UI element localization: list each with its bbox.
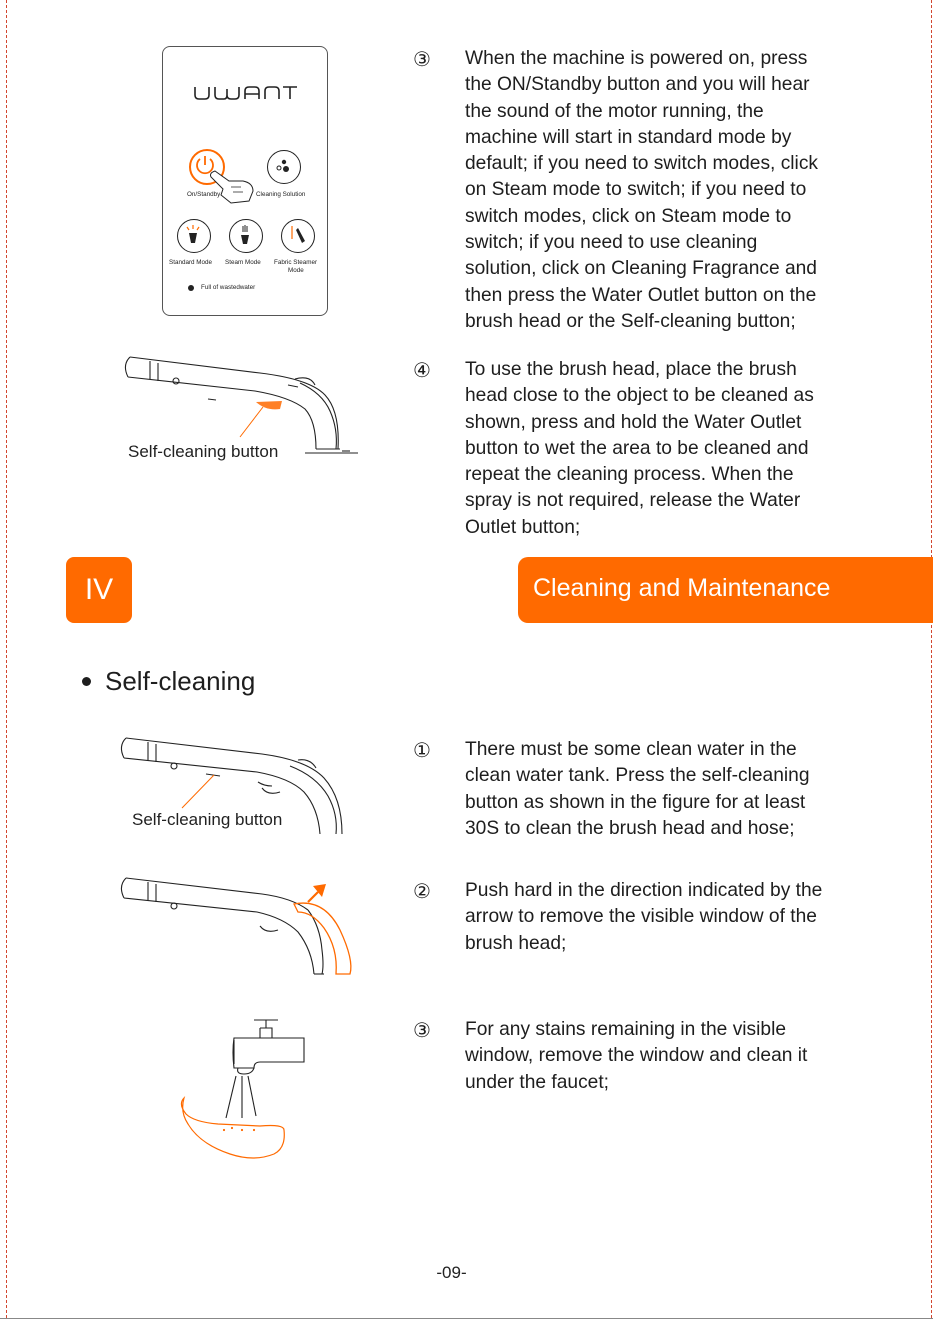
self-cleaning-heading-text: Self-cleaning xyxy=(105,666,256,696)
step-line: then press the Water Outlet button on the xyxy=(465,284,817,306)
droplets-icon xyxy=(267,150,299,182)
step-line: the ON/Standby button and you will hear xyxy=(465,74,810,96)
step-line: button as shown in the figure for at least xyxy=(465,791,806,813)
step-line: head close to the object to be cleaned as xyxy=(465,385,814,407)
brush-window-removal-illustration xyxy=(112,870,362,980)
step-2-remove-window xyxy=(413,878,883,962)
steam-mode-button-illustration xyxy=(229,219,263,253)
step-line: There must be some clean water in the xyxy=(465,739,797,760)
step-line: For any stains remaining in the visible xyxy=(465,1019,787,1040)
step-3-power-on xyxy=(413,46,883,336)
step-line: window, remove the window and clean it xyxy=(465,1045,808,1067)
step-text xyxy=(465,357,875,541)
control-panel-illustration xyxy=(162,46,328,316)
brush-light-icon xyxy=(177,219,209,251)
on-standby-label: On/Standby xyxy=(187,191,221,198)
step-number: ③ xyxy=(413,1018,431,1042)
section-number-badge: IV xyxy=(66,557,132,623)
step-line: Push hard in the direction indicated by the xyxy=(465,880,823,901)
pressing-hand-icon xyxy=(209,167,259,207)
step-line: clean water tank. Press the self-cleaning xyxy=(465,765,810,787)
step-number: ① xyxy=(413,738,431,762)
fabric-steamer-mode-button-illustration xyxy=(281,219,315,253)
step-line: the sound of the motor running, the xyxy=(465,100,764,122)
bullet-icon xyxy=(82,677,91,686)
step-line: button to wet the area to be cleaned and xyxy=(465,437,809,459)
uwant-logo xyxy=(193,83,297,103)
cleaning-solution-button-illustration xyxy=(267,150,301,184)
cleaning-solution-label: Cleaning Solution xyxy=(256,191,306,198)
step-line: 30S to clean the brush head and hose; xyxy=(465,817,795,839)
wastewater-indicator-dot xyxy=(188,285,194,291)
step-line: brush head or the Self-cleaning button; xyxy=(465,310,796,332)
fabric-steamer-icon xyxy=(281,219,313,251)
step-line: under the faucet; xyxy=(465,1071,610,1093)
section-title-bar: Cleaning and Maintenance xyxy=(518,557,933,623)
step-3-rinse-window xyxy=(413,1017,883,1101)
step-4-use-brush-head xyxy=(413,357,883,547)
step-number: ② xyxy=(413,879,431,903)
step-line: repeat the cleaning process. When the xyxy=(465,464,794,486)
self-cleaning-button-caption-top: Self-cleaning button xyxy=(128,442,279,461)
step-line: machine will start in standard mode by xyxy=(465,126,792,148)
self-cleaning-button-caption-bottom: Self-cleaning button xyxy=(132,810,283,829)
step-text xyxy=(465,46,875,335)
steam-mode-label: Steam Mode xyxy=(225,259,261,266)
step-number: ④ xyxy=(413,358,431,382)
page-border-right xyxy=(931,0,932,1318)
steam-icon xyxy=(229,219,261,251)
step-line: switch modes, click on Steam mode to xyxy=(465,205,792,227)
self-cleaning-heading xyxy=(82,666,255,697)
standard-mode-button-illustration xyxy=(177,219,211,253)
step-line: switch; if you need to use cleaning xyxy=(465,232,758,254)
step-line: shown, press and hold the Water Outlet xyxy=(465,411,802,433)
step-line: Outlet button; xyxy=(465,516,581,538)
fabric-steamer-mode-label-1: Fabric Steamer xyxy=(274,259,318,266)
step-line: solution, click on Cleaning Fragrance and xyxy=(465,258,817,280)
page-number: -09- xyxy=(436,1263,467,1282)
step-text xyxy=(465,737,875,842)
wastewater-indicator-label: Full of wastedwater xyxy=(201,284,256,291)
step-1-clean-water xyxy=(413,737,883,847)
step-line: spray is not required, release the Water xyxy=(465,490,801,512)
step-line: brush head; xyxy=(465,932,567,954)
fabric-steamer-mode-label-2: Mode xyxy=(288,267,304,274)
step-line: When the machine is powered on, press xyxy=(465,48,808,69)
step-line: default; if you need to switch modes, click xyxy=(465,153,819,175)
step-text xyxy=(465,878,875,957)
step-text xyxy=(465,1017,875,1096)
page-border-left xyxy=(6,0,7,1318)
step-line: arrow to remove the visible window of the xyxy=(465,906,817,928)
step-line: To use the brush head, place the brush xyxy=(465,359,797,380)
faucet-rinse-illustration xyxy=(170,1012,330,1162)
standard-mode-label: Standard Mode xyxy=(169,259,213,266)
step-number: ③ xyxy=(413,47,431,71)
step-line: on Steam mode to switch; if you need to xyxy=(465,179,807,201)
